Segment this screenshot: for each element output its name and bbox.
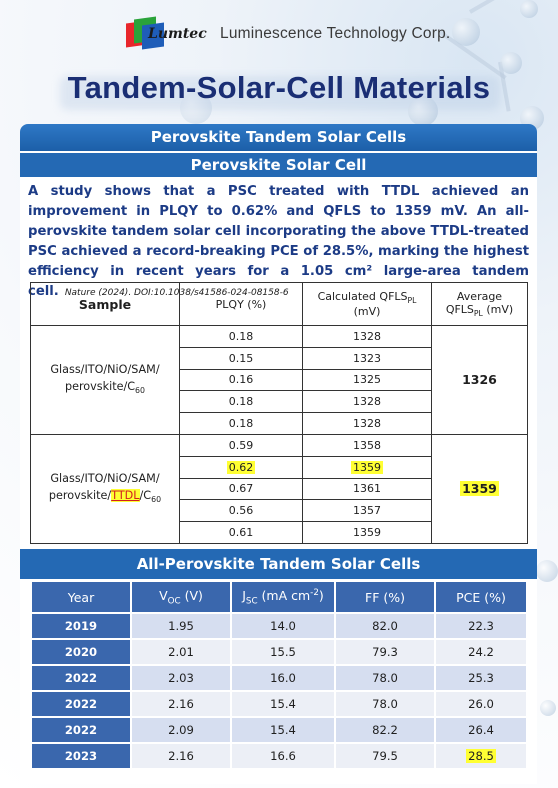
plqy-cell-highlighted: 0.62	[180, 456, 303, 478]
sample-cell-ttdl: Glass/ITO/NiO/SAM/ perovskite/$TTDL/C_{60}$	[31, 434, 180, 543]
table-row	[32, 640, 526, 664]
plqy-cell: 0.67	[180, 478, 303, 500]
col-header-voc: $V_{OC}$ (V)	[132, 582, 230, 612]
voc-cell: 2.01	[132, 640, 230, 664]
jsc-cell: 14.0	[232, 614, 334, 638]
average-cell-control: 1326	[432, 326, 528, 435]
plqy-cell: 0.61	[180, 522, 303, 544]
ff-cell: 82.0	[336, 614, 434, 638]
plqy-cell: 0.56	[180, 500, 303, 522]
molecule-sphere	[540, 700, 556, 716]
molecule-sphere	[536, 560, 558, 582]
qfls-cell-highlighted: 1359	[303, 456, 432, 478]
pce-cell-highlighted: 28.5	[436, 744, 526, 768]
qfls-cell: 1361	[303, 478, 432, 500]
ff-cell: 82.2	[336, 718, 434, 742]
content-panel	[20, 124, 537, 784]
jsc-cell: 15.4	[232, 718, 334, 742]
col-header-ff: FF (%)	[336, 582, 434, 612]
table-row	[31, 326, 528, 348]
qfls-cell: 1328	[303, 413, 432, 435]
section-bar-perovskite-solar-cell: Perovskite Solar Cell	[20, 151, 537, 177]
col-header-average: Average $QFLS_{PL}$ (mV)	[432, 283, 528, 326]
page-title: Tandem-Solar-Cell Materials	[67, 70, 491, 105]
section-bar-all-perovskite: All-Perovskite Tandem Solar Cells	[20, 549, 537, 579]
year-cell: 2019	[32, 614, 130, 638]
qfls-cell: 1328	[303, 326, 432, 348]
plqy-cell: 0.18	[180, 413, 303, 435]
plqy-qfls-table	[30, 282, 528, 544]
plqy-cell: 0.59	[180, 434, 303, 456]
year-cell: 2022	[32, 718, 130, 742]
col-header-year: Year	[32, 582, 130, 612]
ttdl-highlight: TTDL	[111, 488, 140, 502]
average-cell-ttdl: 1359	[432, 434, 528, 543]
qfls-cell: 1359	[303, 522, 432, 544]
plqy-cell: 0.16	[180, 369, 303, 391]
sample-cell-control: Glass/ITO/NiO/SAM/ perovskite/$C_{60}$	[31, 326, 180, 435]
pce-cell: 26.4	[436, 718, 526, 742]
plqy-cell: 0.18	[180, 326, 303, 348]
qfls-cell: 1357	[303, 500, 432, 522]
table-header-row	[32, 582, 526, 612]
ff-cell: 79.5	[336, 744, 434, 768]
tandem-performance-table	[30, 580, 528, 770]
pce-cell: 24.2	[436, 640, 526, 664]
plqy-cell: 0.18	[180, 391, 303, 413]
table-row	[31, 434, 528, 456]
col-header-qfls: Calculated $QFLS_{PL}$ (mV)	[303, 283, 432, 326]
section-bar-perovskite-tandem: Perovskite Tandem Solar Cells	[20, 124, 537, 151]
year-cell: 2020	[32, 640, 130, 664]
citation: Nature (2024). DOI:10.1038/s41586-024-08158-6	[64, 288, 289, 298]
table-row	[32, 614, 526, 638]
logo-text: Lumtec	[148, 26, 207, 42]
year-cell: 2023	[32, 744, 130, 768]
col-header-sample: Sample	[31, 283, 180, 326]
voc-cell: 2.09	[132, 718, 230, 742]
qfls-cell: 1358	[303, 434, 432, 456]
paragraph-text: A study shows that a PSC treated with TTDL achieved an improvement in PLQY to 0.62% and QFLS to 1359 mV. An all-perovskite tandem solar cell incorporating the above TTDL-treated PSC achieved a record-breaking PCE of 28.5%, marking the highest efficiency in recent years for a 1.05 cm² large-area tandem cell.	[28, 184, 529, 299]
header	[0, 0, 558, 70]
ff-cell: 78.0	[336, 692, 434, 716]
qfls-cell: 1325	[303, 369, 432, 391]
jsc-cell: 16.6	[232, 744, 334, 768]
table-row	[32, 692, 526, 716]
table-row	[32, 666, 526, 690]
col-header-jsc: $J_{SC}$ (mA $cm^{-2}$)	[232, 582, 334, 612]
qfls-cell: 1328	[303, 391, 432, 413]
pce-cell: 26.0	[436, 692, 526, 716]
voc-cell: 2.16	[132, 744, 230, 768]
jsc-cell: 15.5	[232, 640, 334, 664]
voc-cell: 2.03	[132, 666, 230, 690]
pce-cell: 22.3	[436, 614, 526, 638]
jsc-cell: 16.0	[232, 666, 334, 690]
year-cell: 2022	[32, 692, 130, 716]
plqy-cell: 0.15	[180, 347, 303, 369]
jsc-cell: 15.4	[232, 692, 334, 716]
ff-cell: 78.0	[336, 666, 434, 690]
qfls-cell: 1323	[303, 347, 432, 369]
table-header-row	[31, 283, 528, 326]
table-row	[32, 718, 526, 742]
ff-cell: 79.3	[336, 640, 434, 664]
voc-cell: 1.95	[132, 614, 230, 638]
year-cell: 2022	[32, 666, 130, 690]
company-name: Luminescence Technology Corp.	[220, 25, 451, 42]
table-row	[32, 744, 526, 768]
col-header-plqy: PLQY (%)	[180, 283, 303, 326]
voc-cell: 2.16	[132, 692, 230, 716]
pce-cell: 25.3	[436, 666, 526, 690]
col-header-pce: PCE (%)	[436, 582, 526, 612]
